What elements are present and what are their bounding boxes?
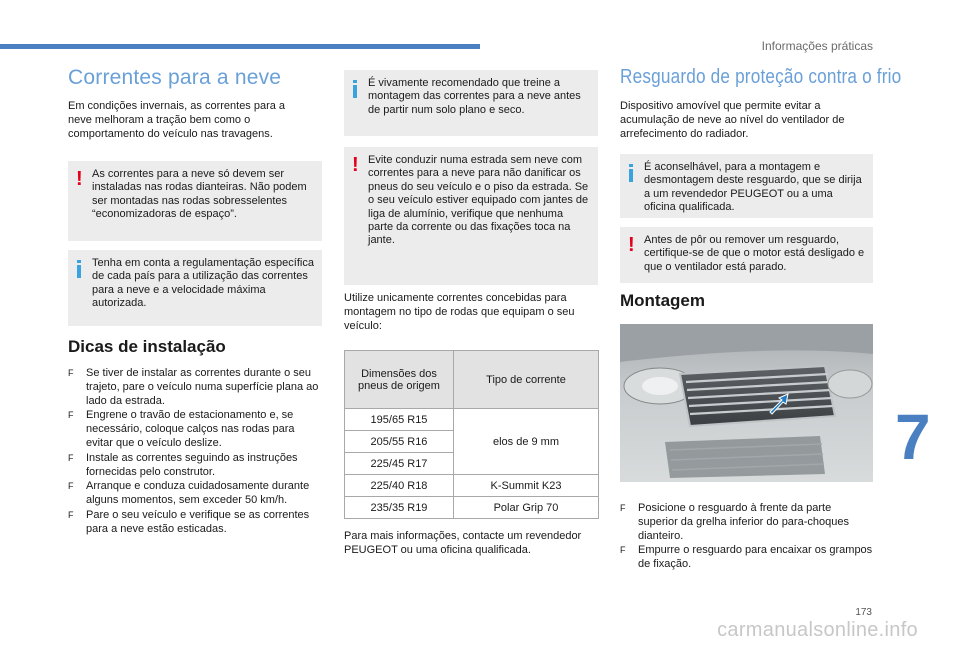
footer-watermark: carmanualsonline.info (717, 619, 918, 641)
cell-chain-type: K-Summit K23 (454, 475, 599, 497)
cell-chain-type: Polar Grip 70 (454, 497, 599, 519)
cell-dimension: 205/55 R16 (345, 431, 454, 453)
list-item: F Posicione o resguardo à frente da parte superior da grelha inferior do para-choques dianteiro. (620, 502, 849, 542)
header-chain-type: Tipo de corrente (454, 351, 599, 409)
info-text: É aconselhável, para a montagem e desmontagem deste resguardo, que se dirija a um revendedor PEUGEOT ou a uma oficina qualificada. (644, 161, 862, 214)
installation-tips-list (68, 367, 324, 538)
warning-icon: ! (76, 168, 83, 190)
bullet-icon: F (68, 368, 74, 378)
warning-text: Evite conduzir numa estrada sem neve com correntes para a neve para não danificar os pneus do seu veículo e o piso da estrada. Se o seu veículo estiver equipado com jantes de liga de alumínio, verifique que nenhuma parte da corrente ou das fixações toca na jante. (368, 154, 589, 247)
info-icon (353, 80, 357, 98)
bullet-icon: F (620, 545, 626, 556)
bullet-icon: F (620, 503, 626, 513)
warning-note-no-snow (344, 147, 598, 285)
car-front-illustration (620, 324, 873, 482)
chains-intro: Em condições invernais, as correntes para a neve melhoram a tração bem como o comportamento do veículo nas travagens. (68, 100, 286, 140)
cell-chain-type: elos de 9 mm (454, 409, 599, 475)
warning-note-engine-off (620, 227, 873, 283)
mounting-title: Montagem (620, 291, 705, 310)
warning-icon: ! (628, 234, 635, 256)
header-dimensions: Dimensões dos pneus de origem (345, 351, 454, 409)
more-info-text: Para mais informações, contacte um revendedor PEUGEOT ou uma oficina qualificada. (344, 530, 582, 556)
warning-text: Antes de pôr ou remover um resguardo, certifique-se de que o motor está desligado e que o ventilador está parado. (644, 234, 865, 273)
info-note-practice (344, 70, 598, 136)
section-title: Informações práticas (761, 39, 873, 53)
table-header-row (345, 351, 599, 409)
cell-dimension: 225/40 R18 (345, 475, 454, 497)
cell-dimension: 195/65 R15 (345, 409, 454, 431)
header-accent-bar (0, 44, 480, 49)
info-note-dealer (620, 154, 873, 218)
list-item: F Arranque e conduza cuidadosamente durante alguns momentos, sem exceder 50 km/h. (68, 480, 310, 507)
warning-text: As correntes para a neve só devem ser instaladas nas rodas dianteiras. Não podem ser montadas nas rodas sobresselentes “economizadoras de espaço”. (92, 168, 307, 221)
table-row (345, 475, 599, 497)
cell-dimension: 225/45 R17 (345, 453, 454, 475)
warning-icon: ! (352, 154, 359, 176)
bullet-icon: F (68, 410, 74, 421)
bullet-icon: F (68, 452, 74, 463)
chain-table (344, 350, 599, 519)
info-icon (629, 164, 633, 182)
chapter-number: 7 (895, 401, 931, 473)
list-item: F Se tiver de instalar as correntes durante o seu trajeto, pare o veículo numa superfície plana ao lado da estrada. (68, 367, 319, 407)
page-number: 173 (855, 607, 872, 618)
mounting-list (620, 502, 873, 573)
warning-note-front-wheels (68, 161, 322, 241)
cell-dimension: 235/35 R19 (345, 497, 454, 519)
info-text: É vivamente recomendado que treine a montagem das correntes para a neve antes de partir num solo plano e seco. (368, 77, 581, 116)
bullet-icon: F (68, 509, 74, 520)
list-item: F Empurre o resguardo para encaixar os grampos de fixação. (620, 544, 873, 571)
chains-title: Correntes para a neve (68, 66, 282, 89)
bullet-icon: F (68, 481, 74, 492)
list-item: F Pare o seu veículo e verifique se as correntes para a neve estão esticadas. (68, 508, 310, 535)
cold-guard-title: Resguardo de proteção contra o frio (620, 66, 902, 88)
list-item: F Instale as correntes seguindo as instruções fornecidas pelo construtor. (68, 451, 298, 478)
info-note-regulations (68, 250, 322, 326)
info-icon (77, 260, 81, 278)
cold-guard-intro: Dispositivo amovível que permite evitar a acumulação de neve ao nível do ventilador de arrefecimento do radiador. (620, 100, 845, 140)
installation-tips-title: Dicas de instalação (68, 337, 226, 356)
use-chains-text: Utilize unicamente correntes concebidas para montagem no tipo de rodas que equipam o seu veículo: (344, 292, 575, 332)
car-grille-photo (620, 324, 873, 482)
info-text: Tenha em conta a regulamentação específica de cada país para a utilização das correntes para a neve e a velocidade máxima autorizada. (92, 257, 314, 310)
list-item: F Engrene o travão de estacionamento e, se necessário, coloque calços nas rodas para evitar que o veículo deslize. (68, 409, 295, 449)
table-row (345, 497, 599, 519)
table-row (345, 409, 599, 431)
